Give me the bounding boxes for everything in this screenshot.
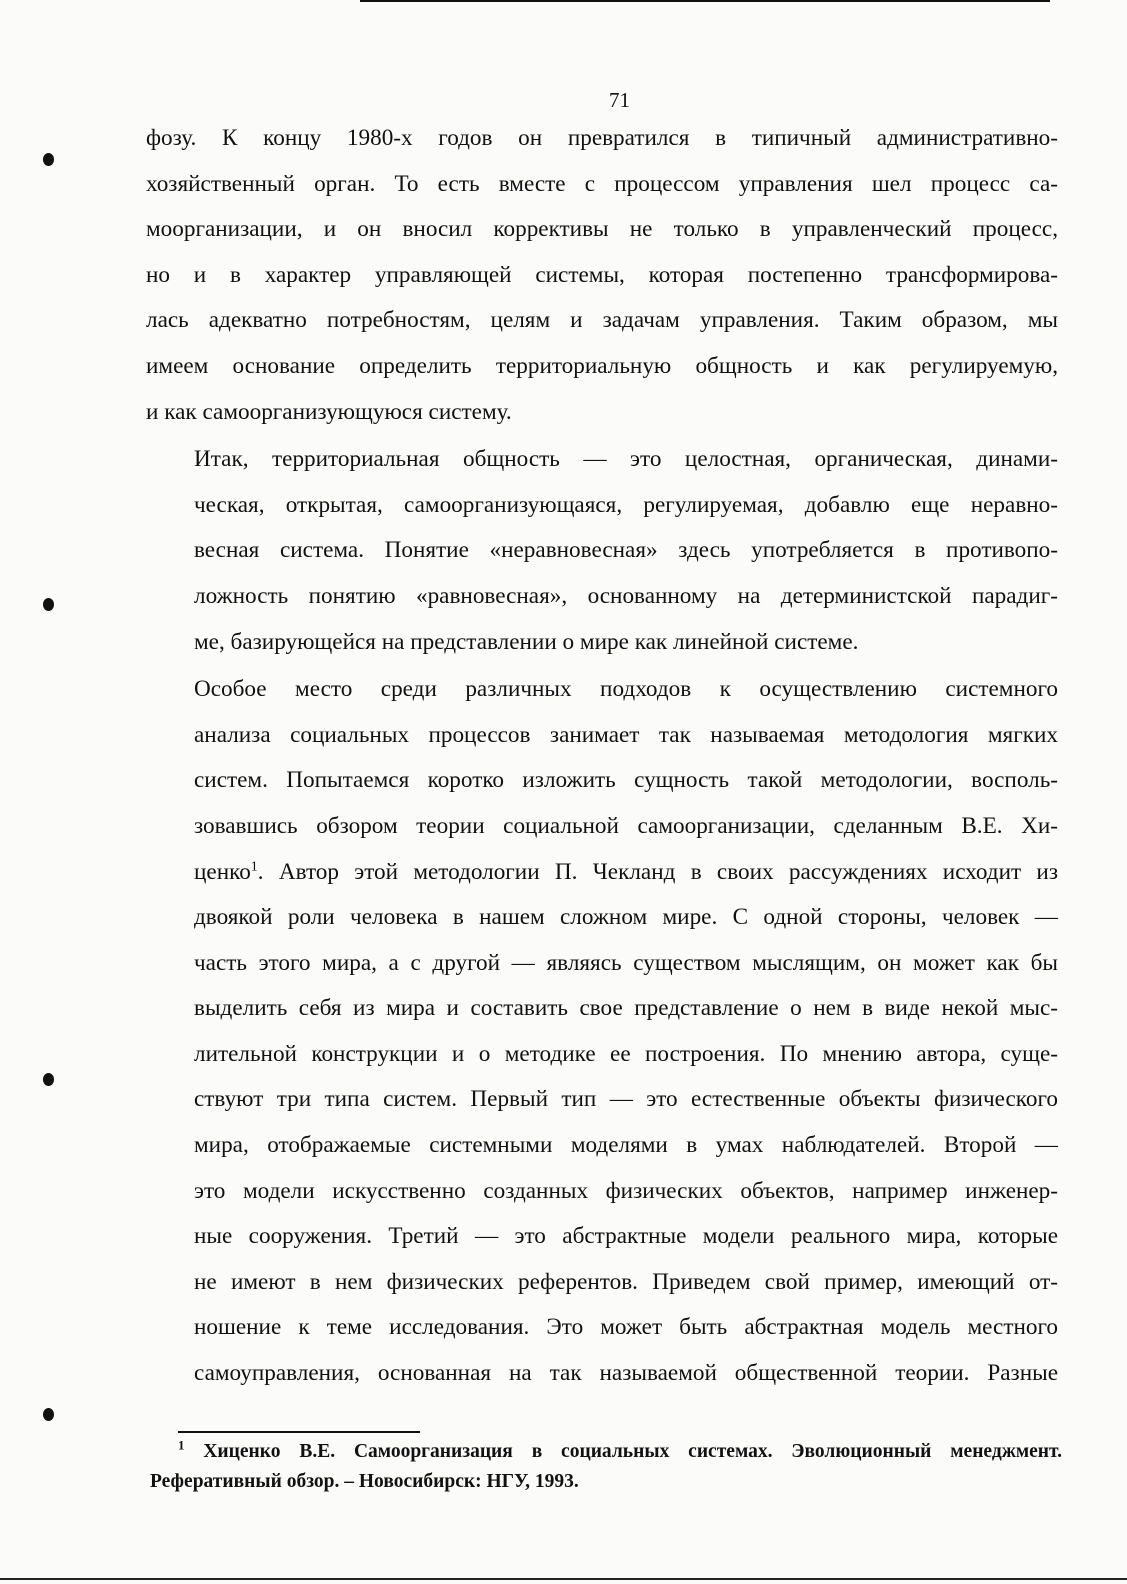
- text-line: имеем основание определить территориальную общность и как регулируемую,: [146, 352, 1058, 379]
- paragraph-2: [146, 437, 1058, 665]
- text-line: не имеют в нем физических референтов. Приведем свой пример, имеющий от-: [194, 1268, 1058, 1295]
- text-line: самоуправления, основанная на так называемой общественной теории. Разные: [194, 1360, 1058, 1387]
- text-line: выделить себя из мира и составить свое представление о нем в виде некой мыс-: [194, 995, 1058, 1022]
- text-line: моорганизации, и он вносил коррективы не только в управленческий процесс,: [146, 216, 1058, 243]
- text-line: Итак, территориальная общность — это целостная, органическая, динами-: [194, 446, 1058, 473]
- text-line: часть этого мира, а с другой — являясь существом мыслящим, он может как бы: [194, 949, 1058, 976]
- footnote-line: Реферативный обзор. – Новосибирск: НГУ, 1993.: [150, 1471, 579, 1492]
- punch-hole-mark: [43, 598, 54, 611]
- punch-hole-mark: [43, 1073, 54, 1086]
- text-line: Особое место среди различных подходов к осуществлению системного: [194, 676, 1058, 703]
- text-line: лась адекватно потребностям, целям и задачам управления. Таким образом, мы: [146, 307, 1058, 334]
- footnote-text: Хиценко В.Е. Самоорганизация в социальных системах. Эволюционный менеджмент.: [203, 1441, 1062, 1462]
- paragraph-3: [146, 667, 1058, 1397]
- text-line: зовавшись обзором теории социальной самоорганизации, сделанным В.Е. Хи-: [194, 812, 1058, 839]
- text-line: двоякой роли человека в нашем сложном мире. С одной стороны, человек —: [194, 904, 1058, 931]
- text-line: но и в характер управляющей системы, которая постепенно трансформирова-: [146, 261, 1058, 288]
- text-line: и как самоорганизующуюся систему.: [146, 398, 512, 425]
- footnote-line: [150, 1437, 1062, 1467]
- footnote-separator: [178, 1431, 420, 1433]
- punch-hole-mark: [43, 1408, 54, 1421]
- paragraph-1: [146, 116, 1058, 435]
- text-line: фозу. К концу 1980-х годов он превратился в типичный административно-: [146, 125, 1058, 151]
- footnote: [150, 1437, 1062, 1497]
- text-line: ме, базирующейся на представлении о мире как линейной системе.: [194, 628, 859, 655]
- text-line: мира, отображаемые системными моделями в умах наблюдателей. Второй —: [194, 1132, 1058, 1159]
- footnote-marker: 1: [178, 1437, 185, 1453]
- text-line: хозяйственный орган. То есть вместе с процессом управления шел процесс са-: [146, 170, 1058, 197]
- text-line-with-footnote-ref: [146, 850, 1058, 896]
- text-line: ствуют три типа систем. Первый тип — это естественные объекты физического: [194, 1086, 1058, 1113]
- text-line: ношение к теме исследования. Это может быть абстрактная модель местного: [194, 1314, 1058, 1341]
- text-fragment: ценко: [194, 858, 251, 885]
- punch-hole-mark: [43, 153, 54, 166]
- text-line: ложность понятию «равновесная», основанному на детерминистской парадиг-: [194, 582, 1058, 609]
- text-line: ческая, открытая, самоорганизующаяся, регулируемая, добавлю еще неравно-: [194, 491, 1058, 518]
- body-text: [146, 116, 1058, 1397]
- text-line: анализа социальных процессов занимает так называемая методология мягких: [194, 721, 1058, 748]
- footnote-reference[interactable]: 1: [250, 858, 258, 874]
- text-line: это модели искусственно созданных физических объектов, например инженер-: [194, 1177, 1058, 1204]
- text-line: лительной конструкции и о методике ее построения. По мнению автора, суще-: [194, 1040, 1058, 1067]
- scan-edge-line-top: [360, 0, 1050, 2]
- text-line: ные сооружения. Третий — это абстрактные модели реального мира, которые: [194, 1223, 1058, 1250]
- page-number: 71: [609, 88, 630, 112]
- text-line: систем. Попытаемся коротко изложить сущность такой методологии, восполь-: [194, 767, 1058, 794]
- text-line: весная система. Понятие «неравновесная» здесь употребляется в противопо-: [194, 537, 1058, 564]
- text-fragment: . Автор этой методологии П. Чекланд в своих рассуждениях исходит из: [257, 858, 1058, 885]
- scan-edge-line-bottom: [0, 1578, 1127, 1580]
